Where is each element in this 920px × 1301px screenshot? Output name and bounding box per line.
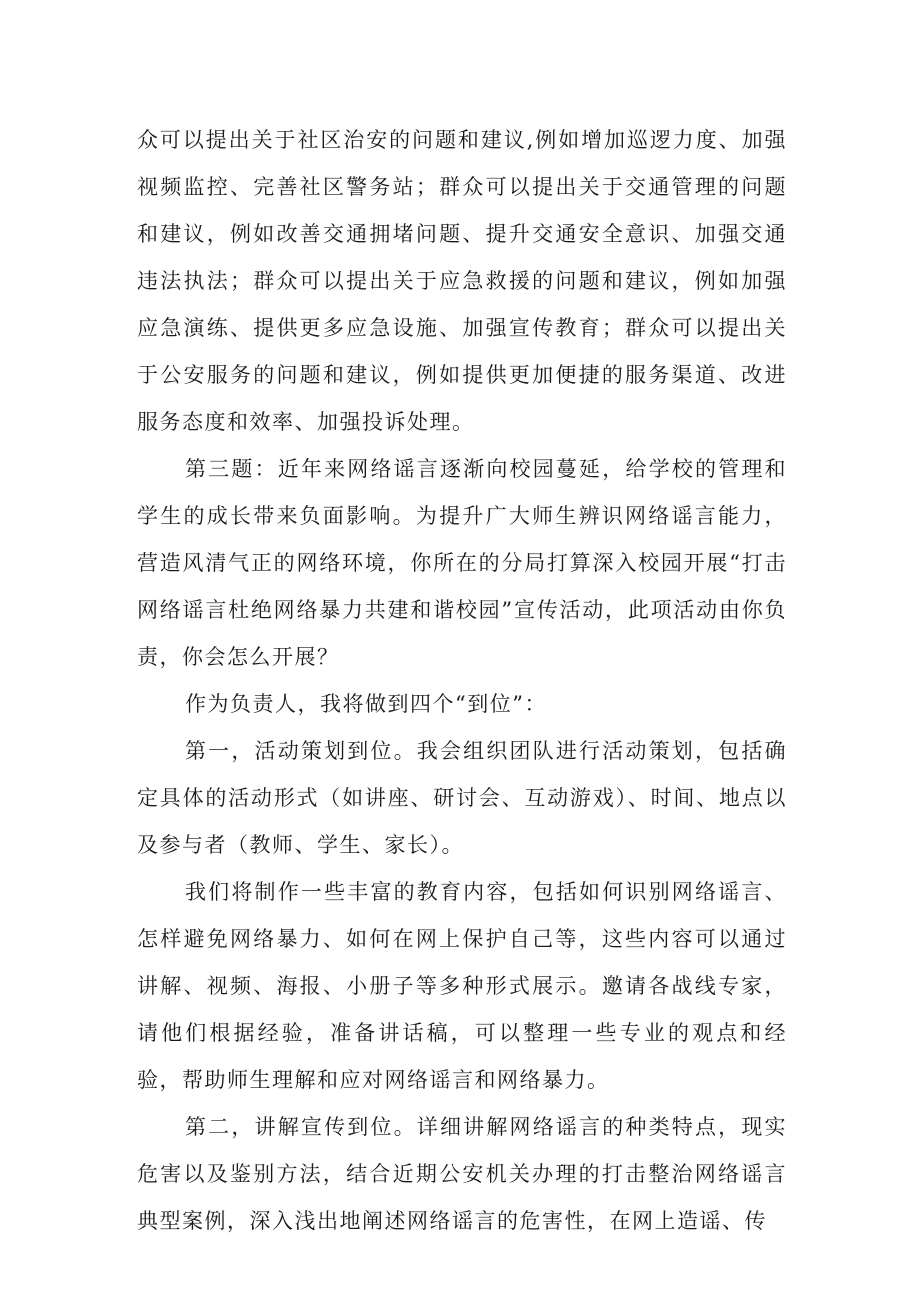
paragraph-first-planning: 第一，活动策划到位。我会组织团队进行活动策划，包括确定具体的活动形式（如讲座、研讨会、互动游戏）、时间、地点以及参与者（教师、学生、家长）。 [137,739,787,857]
paragraph-public-security-suggestions: 众可以提出关于社区治安的问题和建议,例如增加巡逻力度、加强视频监控、完善社区警务站；群众可以提出关于交通管理的问题和建议，例如改善交通拥堵问题、提升交通安全意识、加强交通违法执法；群众可以提出关于应急救援的问题和建议，例如加强应急演练、提供更多应急设施、加强宣传教育；群众可以提出关于公安服务的问题和建议，例如提供更加便捷的服务渠道、改进服务态度和效率、加强投诉处理。 [137,128,787,434]
paragraph-education-content: 我们将制作一些丰富的教育内容，包括如何识别网络谣言、怎样避免网络暴力、如何在网上保护自己等，这些内容可以通过讲解、视频、海报、小册子等多种形式展示。邀请各战线专家，请他们根据经验，准备讲话稿，可以整理一些专业的观点和经验，帮助师生理解和应对网络谣言和网络暴力。 [137,880,787,1092]
document-body [137,117,787,1245]
paragraph-second-publicity: 第二，讲解宣传到位。详细讲解网络谣言的种类特点，现实危害以及鉴别方法，结合近期公安机关办理的打击整治网络谣言典型案例，深入浅出地阐述网络谣言的危害性，在网上造谣、传 [137,1115,787,1233]
paragraph-four-in-place: 作为负责人，我将做到四个“到位”： [185,692,547,716]
paragraph-question-three: 第三题：近年来网络谣言逐渐向校园蔓延，给学校的管理和学生的成长带来负面影响。为提升广大师生辨识网络谣言能力，营造风清气正的网络环境，你所在的分局打算深入校园开展“打击网络谣言杜绝网络暴力共建和谐校园”宣传活动，此项活动由你负责，你会怎么开展？ [137,457,787,669]
